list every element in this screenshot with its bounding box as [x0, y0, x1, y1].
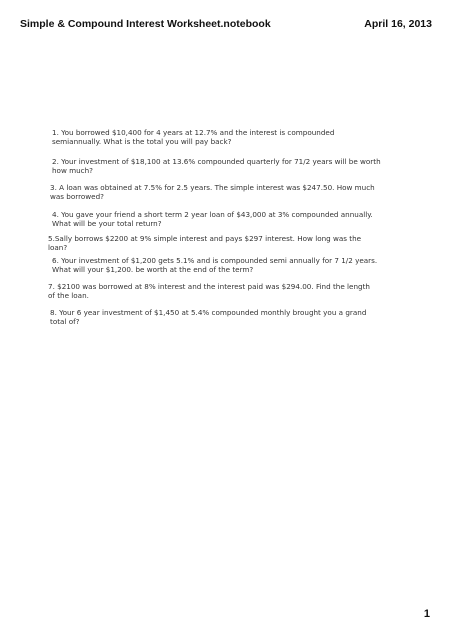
question-6: 6. Your investment of $1,200 gets 5.1% and is compounded semi annually for 7 1/2 years. What will your $1,200. be worth at the end of the term?	[52, 256, 378, 274]
question-4: 4. You gave your friend a short term 2 year loan of $43,000 at 3% compounded annually. What will be your total return?	[52, 210, 373, 228]
question-3: 3. A loan was obtained at 7.5% for 2.5 years. The simple interest was $247.50. How much was borrowed?	[50, 183, 375, 201]
question-1: 1. You borrowed $10,400 for 4 years at 12.7% and the interest is compounded semiannually. What is the total you will pay back?	[52, 128, 335, 146]
page-number: 1	[423, 608, 430, 620]
question-8: 8. Your 6 year investment of $1,450 at 5.4% compounded monthly brought you a grand total of?	[50, 308, 367, 326]
page-header	[20, 18, 432, 34]
question-2: 2. Your investment of $18,100 at 13.6% compounded quarterly for 71/2 years will be worth how much?	[52, 157, 381, 175]
question-7: 7. $2100 was borrowed at 8% interest and the interest paid was $294.00. Find the length of the loan.	[48, 282, 370, 300]
document-date: April 16, 2013	[364, 18, 432, 30]
question-5: 5.Sally borrows $2200 at 9% simple interest and pays $297 interest. How long was the loan?	[48, 234, 362, 252]
document-title: Simple & Compound Interest Worksheet.notebook	[20, 18, 271, 30]
